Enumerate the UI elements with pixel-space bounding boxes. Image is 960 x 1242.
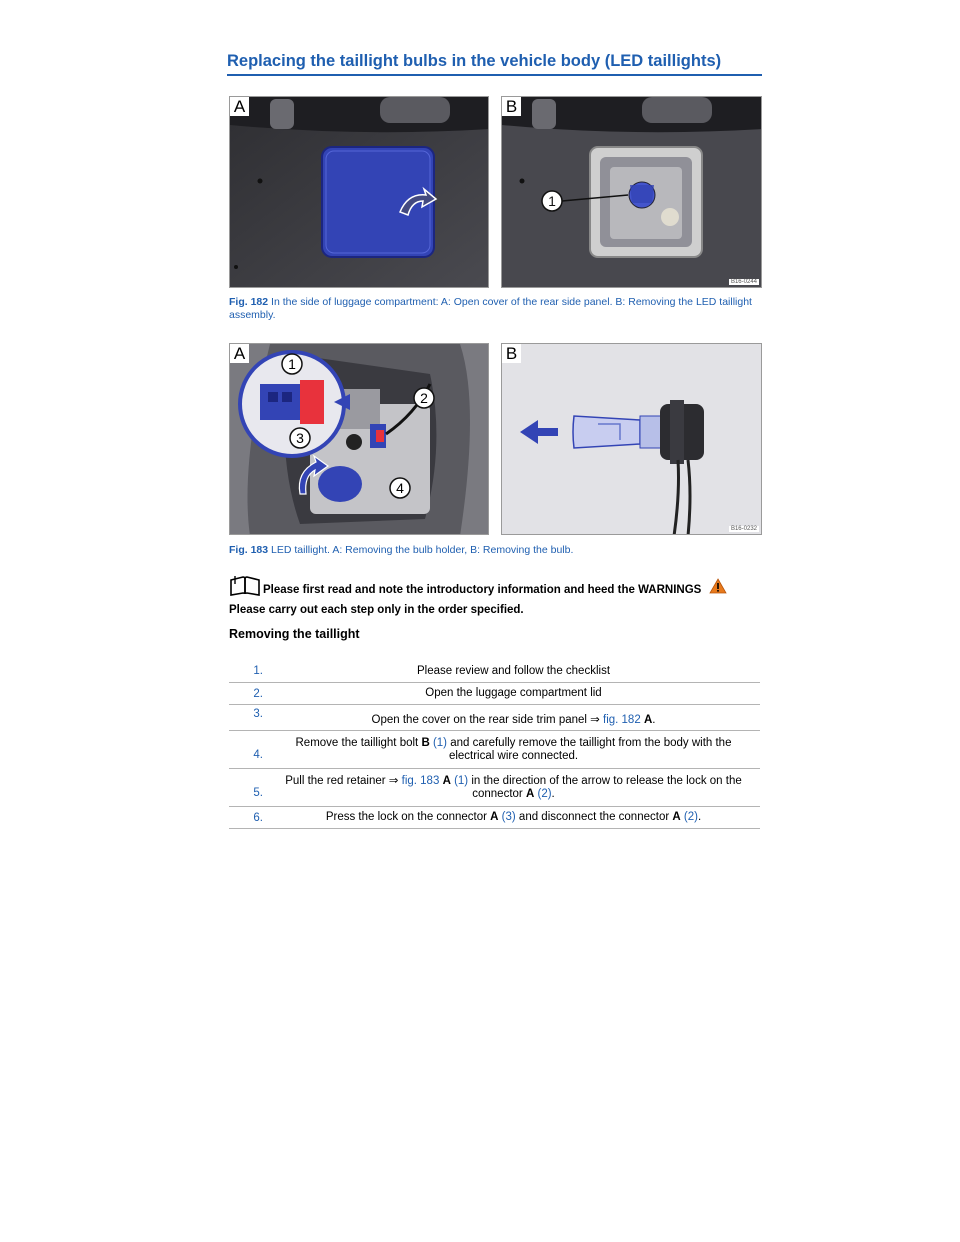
fig182-code: B16-0244 xyxy=(730,279,757,285)
view-ref: A xyxy=(442,774,451,787)
fig183-callout-3: 3 xyxy=(296,430,304,446)
step-number: 6. xyxy=(253,811,263,824)
step-number: 1. xyxy=(253,665,263,677)
view-ref: A xyxy=(490,811,499,823)
fig182-label-a: A xyxy=(230,97,249,116)
view-ref: B xyxy=(421,736,430,749)
callout-link[interactable]: (1) xyxy=(454,774,469,787)
section-heading: Removing the taillight xyxy=(229,627,360,641)
fig183-callout-2: 2 xyxy=(420,390,428,406)
intro-note xyxy=(229,572,727,596)
list-item xyxy=(229,683,760,705)
step-text: Please review and follow the checklist xyxy=(416,664,611,677)
step-text-part: in the direction of the arrow to release the lock on the connector xyxy=(471,774,742,800)
fig183-panel-b xyxy=(501,343,762,535)
steps-list xyxy=(229,660,760,829)
order-note: Please carry out each step only in the order specified. xyxy=(229,604,524,616)
figure-182 xyxy=(229,96,762,288)
fig183-callout-4: 4 xyxy=(396,480,404,496)
page-title: Replacing the taillight bulbs in the vehicle body (LED taillights) xyxy=(227,52,762,76)
fig182-callout-1: 1 xyxy=(548,193,556,209)
step-text-part: Press the lock on the connector xyxy=(325,811,487,823)
callout-link[interactable]: (2) xyxy=(683,811,698,823)
step-text: Open the luggage compartment lid xyxy=(425,687,602,699)
figure-183 xyxy=(229,343,762,535)
fig182-caption-text: In the side of luggage compartment: A: Open cover of the rear side panel. B: Removing the LED taillight assembly. xyxy=(229,296,752,321)
step-number: 3. xyxy=(253,708,263,720)
view-ref: A xyxy=(525,787,535,800)
fig182-panel-b xyxy=(501,96,762,288)
fig183-caption xyxy=(229,544,764,557)
step-text-part: Pull the red retainer ⇒ xyxy=(285,774,399,787)
fig183-code: B16-0232 xyxy=(730,526,757,532)
step-text-part: . xyxy=(697,811,702,823)
list-item xyxy=(229,660,760,683)
luggage-side-panel-illustration xyxy=(230,97,489,288)
fig182-caption xyxy=(229,296,764,322)
fig183-caption-number: Fig. 183 xyxy=(229,544,269,556)
fig183-panel-a xyxy=(229,343,489,535)
bulb-holder-illustration xyxy=(230,344,489,535)
fig183-label-b: B xyxy=(502,344,521,363)
fig183-caption-text: LED taillight. A: Removing the bulb holder, B: Removing the bulb. xyxy=(271,544,574,556)
fig183-label-a: A xyxy=(230,344,249,363)
figure-link[interactable]: fig. 183 xyxy=(401,774,440,787)
list-item xyxy=(229,705,760,731)
view-ref: A xyxy=(643,714,653,726)
step-number: 5. xyxy=(253,786,263,799)
list-item xyxy=(229,807,760,829)
step-text-part: . xyxy=(551,787,555,800)
step-text xyxy=(267,811,760,824)
step-text xyxy=(267,705,760,727)
list-item xyxy=(229,731,760,769)
step-number: 2. xyxy=(253,687,263,700)
intro-note-text: Please first read and note the introductory information and heed the WARNINGS xyxy=(263,584,702,596)
step-text-part: and disconnect the connector xyxy=(518,811,670,823)
bulb-removal-illustration xyxy=(502,344,762,535)
step-text-part: Remove the taillight bolt xyxy=(295,736,419,749)
open-book-icon xyxy=(229,574,261,596)
fig182-caption-number: Fig. 182 xyxy=(229,296,269,308)
list-item xyxy=(229,769,760,807)
figure-link[interactable]: fig. 182 xyxy=(603,714,641,726)
fig183-callout-1: 1 xyxy=(288,356,296,372)
callout-link[interactable]: (3) xyxy=(501,811,516,823)
step-text xyxy=(267,775,760,801)
callout-link[interactable]: (2) xyxy=(537,787,552,800)
fig182-panel-a xyxy=(229,96,489,288)
step-text-part: and carefully remove the taillight from the body with the electrical wire connected. xyxy=(448,736,732,762)
step-number: 4. xyxy=(253,748,263,761)
step-text-part: . xyxy=(652,714,656,726)
step-text xyxy=(267,737,760,763)
view-ref: A xyxy=(672,811,681,823)
step-text-part: Open the cover on the rear side trim panel ⇒ xyxy=(371,714,600,726)
warning-icon[interactable] xyxy=(709,578,727,594)
taillight-assembly-illustration xyxy=(502,97,762,288)
fig182-label-b: B xyxy=(502,97,521,116)
callout-link[interactable]: (1) xyxy=(432,736,448,749)
